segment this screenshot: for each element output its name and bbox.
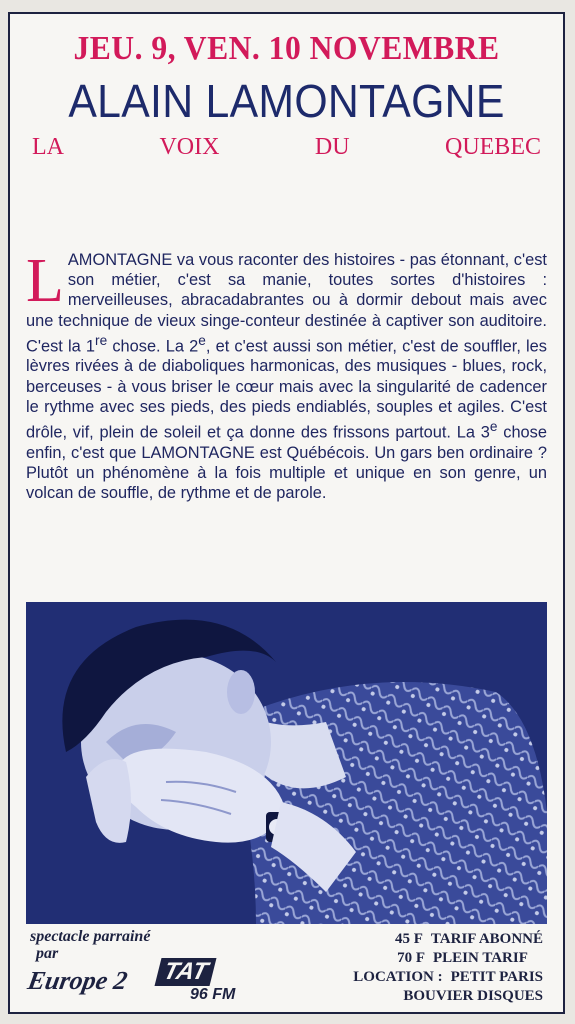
price-row — [353, 930, 543, 949]
article-body — [26, 247, 547, 503]
ticket-prices — [353, 930, 543, 1006]
price-label: PETIT PARIS — [450, 969, 543, 985]
tagline-word: LA — [32, 134, 64, 160]
article-text: AMONTAGNE va vous raconter des histoires - pas — [67, 251, 441, 269]
price-row — [353, 987, 543, 1006]
article-text: chose. La 2 — [107, 337, 199, 356]
sponsor-line: par — [36, 945, 59, 962]
drop-cap: L — [26, 247, 64, 315]
article-text: chose enfin, c'est que LAMONTAGNE est Québécois. Un gars ben ordinaire ? Plutôt un phénomène à la fois multiple et unique en son genre, un volcan de souffle, de rythme et de parole. — [26, 423, 547, 503]
artist-name: ALAIN LAMONTAGNE — [68, 75, 505, 127]
radio-frequency: 96 FM — [190, 986, 236, 1003]
ordinal-suffix: e — [198, 332, 206, 348]
sponsor-line: spectacle parrainé — [30, 928, 151, 945]
event-date: JEU. 9, VEN. 10 NOVEMBRE — [73, 30, 500, 67]
tagline-word: VOIX — [159, 134, 220, 160]
sponsor-caption — [30, 928, 150, 962]
ordinal-suffix: e — [489, 419, 498, 435]
price-row — [353, 968, 543, 987]
sponsor-logos — [25, 958, 268, 1008]
tagline-word: DU — [314, 134, 350, 160]
price-label: BOUVIER DISQUES — [403, 988, 543, 1004]
tagline-word: QUEBEC — [444, 134, 541, 160]
price-amount: 45 F — [394, 931, 423, 947]
tat-logo: TAT — [155, 958, 217, 986]
price-label: TARIF ABONNÉ — [430, 931, 543, 947]
ordinal-suffix: re — [95, 332, 108, 348]
price-amount: 70 F — [397, 950, 425, 966]
price-amount: LOCATION : — [353, 969, 443, 985]
artist-tagline — [32, 134, 541, 161]
harmonica-player-illustration — [26, 602, 547, 924]
article-text: étonnant, c'est son métier, c'est sa manie, toutes sortes d'histoires : merveilleuses, abracadabrantes ou à dormir debout mais avec une technique de vieux singe-conteur destinée à captiver son auditoire. C'est la 1 — [26, 251, 547, 356]
flyer-page — [8, 12, 565, 1014]
article-text: , et c'est aussi son métier, c'est de souffler, les lèvres rivées à de diaboliques harmonicas, des musiques - blues, rock, berceuses - à vous briser le cœur mais avec la singularité de cadencer le rythme avec ses pieds, des pieds endiablés, souples et agiles. C'est drôle, vif, plein de soleil et ça donne des frissons partout. La 3 — [26, 337, 547, 442]
europe2-logo: Europe 2 — [25, 966, 130, 995]
price-label: PLEIN TARIF — [433, 950, 528, 966]
price-row — [353, 949, 543, 968]
artist-photo — [26, 602, 547, 924]
